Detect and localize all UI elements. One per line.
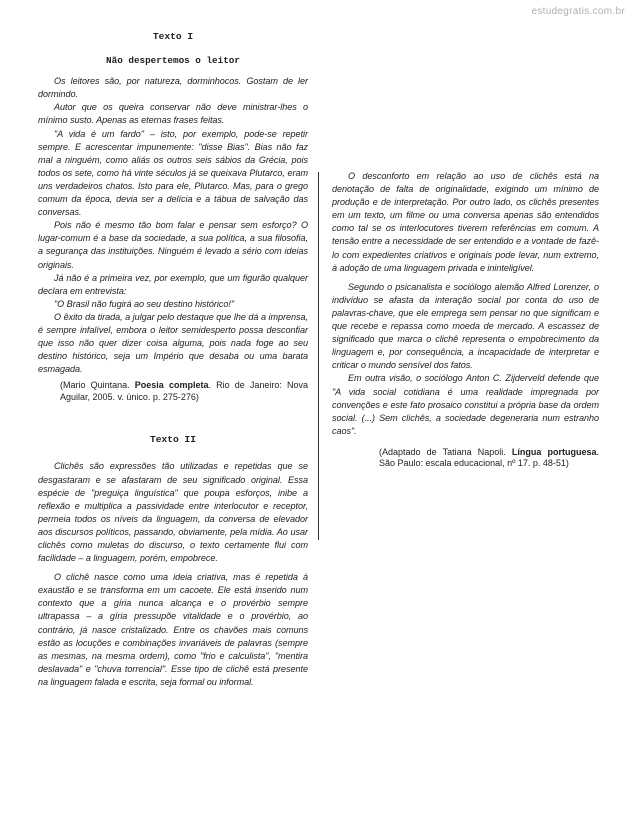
texto2-paragraph: Clichês são expressões tão utilizadas e repetidas que se desgastaram e se afastaram de seu significado original. Essa espécie de "preguiça linguística" que poupa esforços, inibe a reflexão e multiplica a passividade entre interlocutor e receptor, permeia todos os níveis da linguagem, da conversa de elevador aos discursos políticos, passando, obviamente, pela mídia. Ao usar clichês como muletas do discurso, o texto certamente flui com facilidade – a linguagem, porém, empobrece. xyxy=(38,461,308,564)
texto1-paragraph: Já não é a primeira vez, por exemplo, que um figurão qualquer declara em entrevista: xyxy=(38,272,308,296)
left-column xyxy=(38,30,308,689)
texto2-label: Texto II xyxy=(149,434,197,446)
texto1-paragraph: Pois não é mesmo tão bom falar e pensar sem esforço? O lugar-comum é a base da sociedade, a sua política, a sua filosofia, a segurança das instituições. Ninguém é levado a sério com ideias originais. xyxy=(38,220,308,270)
texto1-quote: "O Brasil não fugirá ao seu destino histórico!" xyxy=(54,298,235,309)
texto1-title: Não despertemos o leitor xyxy=(106,55,240,67)
texto2-reference xyxy=(379,447,599,470)
texto2-paragraph: O clichê nasce como uma ideia criativa, mas é repetida à exaustão e se transforma em um cacoete. Ele está inserido num contexto que a gíria nunca alcança e o provérbio sempre ultrapassa – a gíria pressupõe vitalidade e o provérbio, ao contrário, já nasce cristalizado. Entre os chavões mais comuns estão as locuções e combinações invariáveis de palavras (sempre as mesmas, na mesma ordem), como "frio e calculista", "mentira deslavada" e "chuva torrencial". Esse tipo de clichê está presente na linguagem falada e escrita, seja formal ou informal. xyxy=(38,572,308,687)
texto2-ref-publisher: . São Paulo: escala educacional, nº 17. p. 48-51) xyxy=(379,446,600,469)
texto1-ref-author: (Mario Quintana. xyxy=(60,380,135,391)
texto1-paragraph: O êxito da tirada, a julgar pelo destaque que lhe dá a imprensa, é sempre infalível, embora o leitor semidesperto possa desconfiar que isso não quer dizer coisa alguma, pois nada foge ao seu destino histórico, seja um Império que desaba ou uma barata esmagada. xyxy=(38,311,308,375)
texto2-ref-author: (Adaptado de Tatiana Napoli. xyxy=(379,446,512,457)
texto1-ref-publisher: . Rio de Janeiro: Nova Aguilar, 2005. v. único. p. 275-276) xyxy=(60,380,309,402)
texto1-paragraph: "A vida é um fardo" – isto, por exemplo, pode-se repetir sempre. E acrescentar impunemente: "disse Bias". Bias não faz mal a ninguém, como aliás os outros seis sábios da Grécia, pois todos os sete, como há vinte séculos já se queixava Plutarco, eram uns verdadeiros chatos. Isto para ele, Plutarco. Mas, para o grego comum da época, devia ser a delícia e a tábua de salvação das conversas. xyxy=(38,128,308,218)
column-divider xyxy=(318,172,319,540)
right-column xyxy=(332,170,599,470)
texto2-ref-book: Língua portuguesa xyxy=(511,446,597,457)
texto1-label: Texto I xyxy=(152,31,194,42)
texto2-paragraph: Em outra visão, o sociólogo Anton C. Zijderveld defende que "A vida social cotidiana é uma realidade impregnada por convenções e este fato prosaico constitui a própria base da ordem social. (...) Sem clichês, a sociedade degeneraria num estranho caos". xyxy=(332,373,599,436)
texto1-ref-book: Poesia completa xyxy=(134,380,209,391)
texto1-reference xyxy=(60,380,308,403)
texto1-paragraph: Autor que os queira conservar não deve ministrar-lhes o mínimo susto. Apenas as eternas frases feitas. xyxy=(38,102,308,126)
site-watermark: estudegratis.com.br xyxy=(531,6,625,17)
texto1-paragraph: Os leitores são, por natureza, dorminhocos. Gostam de ler dormindo. xyxy=(38,76,308,100)
texto2-paragraph: O desconforto em relação ao uso de clichês está na denotação de falta de originalidade, exigindo um mínimo de produção e de interpretação. Por outro lado, os clichês presentes em um texto, um filme ou uma conversa apenas são entendidos como tal se os interlocutores tiverem referências em comum. A tensão entre a necessidade de ser entendido e a vontade de fazê-lo com expedientes criativos e originais pode levar, num extremo, à adoção de uma linguagem privada e ininteligível. xyxy=(332,171,599,273)
texto2-paragraph: Segundo o psicanalista e sociólogo alemão Alfred Lorenzer, o indivíduo se afasta da interação social por conta do uso de palavras-chave, que ele emprega sem pensar no que significam e que recebe e repassa como moeda de mercado. A escassez de significado que marca o clichê representa o empobrecimento da linguagem e, por consequência, a incapacidade de interpretar e criticar o mundo sensível dos fatos. xyxy=(332,281,599,371)
